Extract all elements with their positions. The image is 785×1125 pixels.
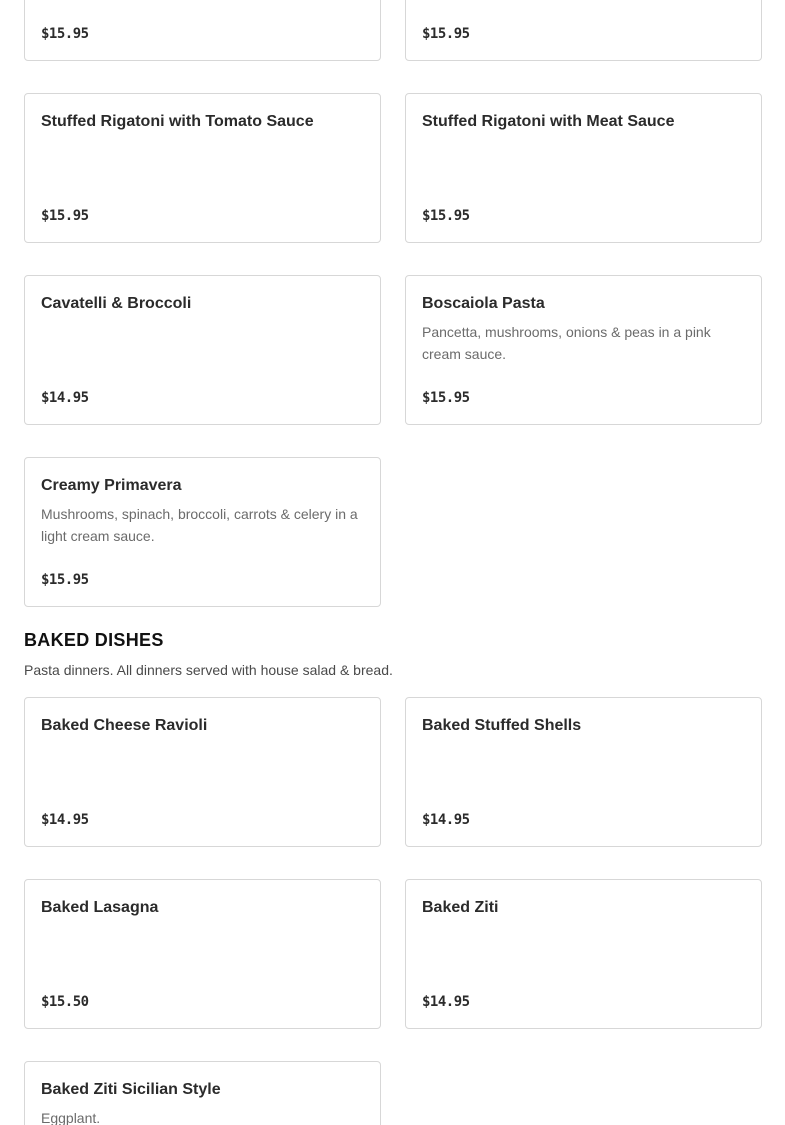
menu-item-price: $15.95	[41, 26, 89, 42]
menu-item-name: Baked Ziti	[422, 899, 499, 916]
menu-item-name: Stuffed Rigatoni with Meat Sauce	[422, 113, 675, 130]
menu-item-card[interactable]	[405, 879, 762, 1029]
menu-item-name: Baked Stuffed Shells	[422, 717, 582, 734]
section-title: BAKED DISHES	[24, 630, 164, 650]
menu-item-name: Baked Ziti Sicilian Style	[41, 1081, 221, 1098]
menu-item-card[interactable]	[24, 879, 381, 1029]
menu-item-card[interactable]	[405, 275, 762, 425]
menu-item-price: $15.95	[41, 572, 89, 588]
menu-item-card[interactable]	[24, 93, 381, 243]
menu-item-name: Creamy Primavera	[41, 477, 182, 494]
menu-item-price: $14.95	[422, 812, 470, 828]
menu-item-card[interactable]	[24, 275, 381, 425]
menu-item-price: $15.95	[41, 208, 89, 224]
menu-item-price: $14.95	[41, 812, 89, 828]
menu-item-name: Cavatelli & Broccoli	[41, 295, 192, 312]
menu-item-card[interactable]	[24, 1061, 381, 1125]
menu-item-card[interactable]	[405, 697, 762, 847]
menu-item-card[interactable]	[24, 697, 381, 847]
menu-item-price: $15.50	[41, 994, 89, 1010]
menu-item-name: Baked Lasagna	[41, 899, 159, 916]
menu-item-price: $14.95	[41, 390, 89, 406]
menu-item-card[interactable]	[405, 93, 762, 243]
menu-item-description: Mushrooms, spinach, broccoli, carrots & celery in a light cream sauce.	[41, 506, 358, 544]
menu-item-description: Eggplant.	[41, 1110, 101, 1125]
menu-item-description: Pancetta, mushrooms, onions & peas in a pink cream sauce.	[422, 324, 711, 362]
menu-item-name: Baked Cheese Ravioli	[41, 717, 208, 734]
menu-item-price: $15.95	[422, 208, 470, 224]
menu-item-card[interactable]	[24, 0, 381, 61]
menu-item-price: $15.95	[422, 390, 470, 406]
menu-item-card[interactable]	[24, 457, 381, 607]
section-subtitle: Pasta dinners. All dinners served with house salad & bread.	[24, 662, 393, 678]
menu-item-name: Stuffed Rigatoni with Tomato Sauce	[41, 113, 314, 130]
menu-item-price: $15.95	[422, 26, 470, 42]
menu-item-name: Boscaiola Pasta	[422, 295, 545, 312]
menu-item-price: $14.95	[422, 994, 470, 1010]
menu-item-card[interactable]	[405, 0, 762, 61]
